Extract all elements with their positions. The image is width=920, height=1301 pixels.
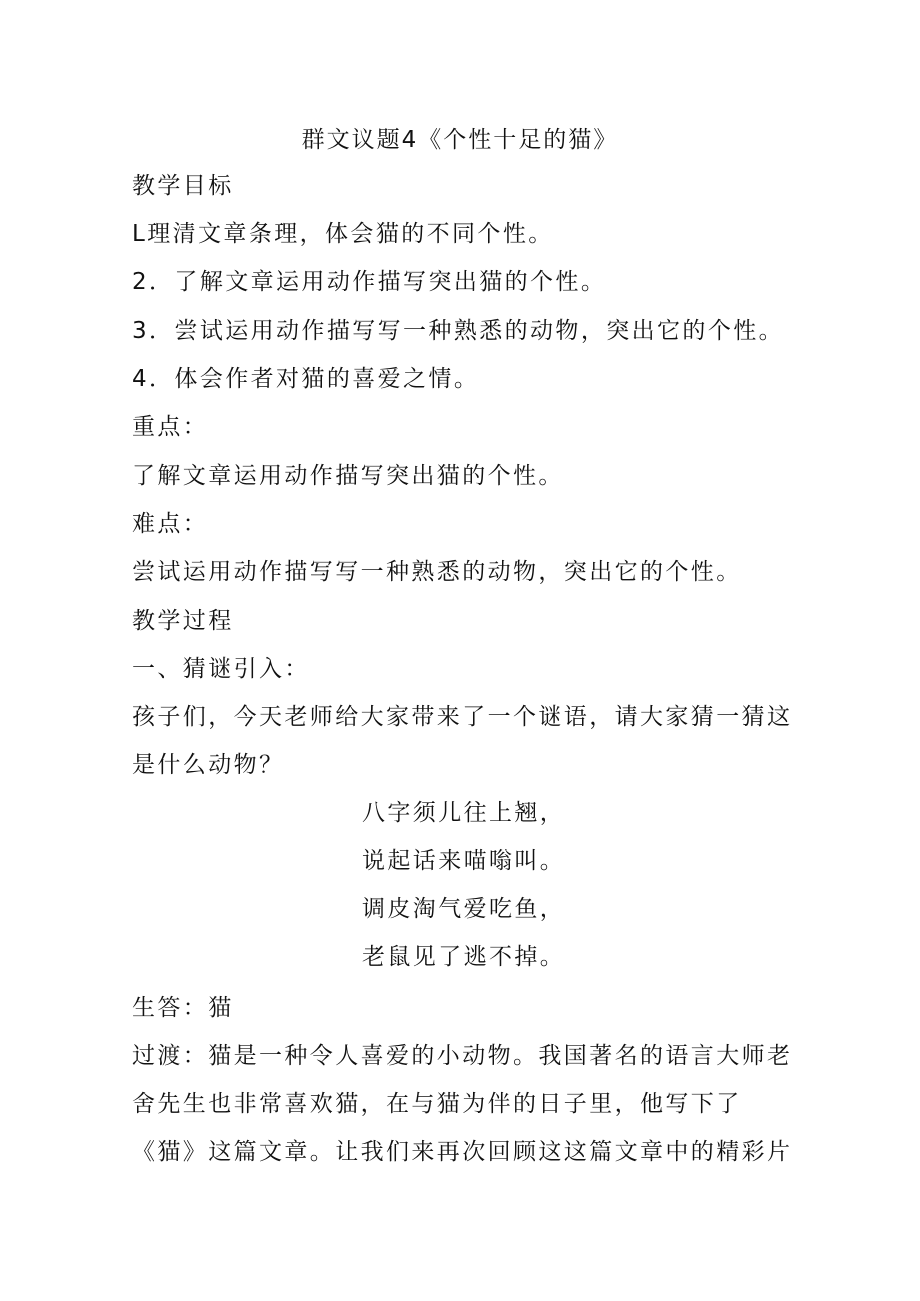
objective-item: 3．尝试运用动作描写写一种熟悉的动物，突出它的个性。 [132,318,785,344]
paragraph-line: 是什么动物？ [132,752,285,778]
key-point-text: 了解文章运用动作描写突出猫的个性。 [132,463,564,489]
key-point-heading: 重点： [132,414,209,440]
paragraph-line: 舍先生也非常喜欢猫，在与猫为伴的日子里，他写下了 [132,1091,742,1117]
paragraph-line: 《猫》这篇文章。让我们来再次回顾这这篇文章中的精彩片 [132,1139,793,1165]
objectives-heading: 教学目标 [132,173,234,199]
objective-item: 4．体会作者对猫的喜爱之情。 [132,366,480,392]
section-heading: 一、猜谜引入： [132,656,310,682]
objective-item: 2．了解文章运用动作描写突出猫的个性。 [132,269,607,295]
difficulty-text: 尝试运用动作描写写一种熟悉的动物，突出它的个性。 [132,559,742,585]
difficulty-heading: 难点： [132,511,209,537]
process-heading: 教学过程 [132,608,234,634]
riddle-line: 说起话来喵嗡叫。 [362,848,566,874]
student-answer: 生答：猫 [132,995,234,1021]
objective-item: L理清文章条理，体会猫的不同个性。 [132,221,554,247]
paragraph-line: 孩子们，今天老师给大家带来了一个谜语，请大家猜一猜这 [132,704,793,730]
riddle-line: 调皮淘气爱吃鱼， [362,896,566,922]
riddle-line: 八字须儿往上翘， [362,800,566,826]
paragraph-line: 过渡：猫是一种令人喜爱的小动物。我国著名的语言大师老 [132,1043,793,1069]
document-title: 群文议题4《个性十足的猫》 [301,127,619,153]
riddle-line: 老鼠见了逃不掉。 [362,944,566,970]
